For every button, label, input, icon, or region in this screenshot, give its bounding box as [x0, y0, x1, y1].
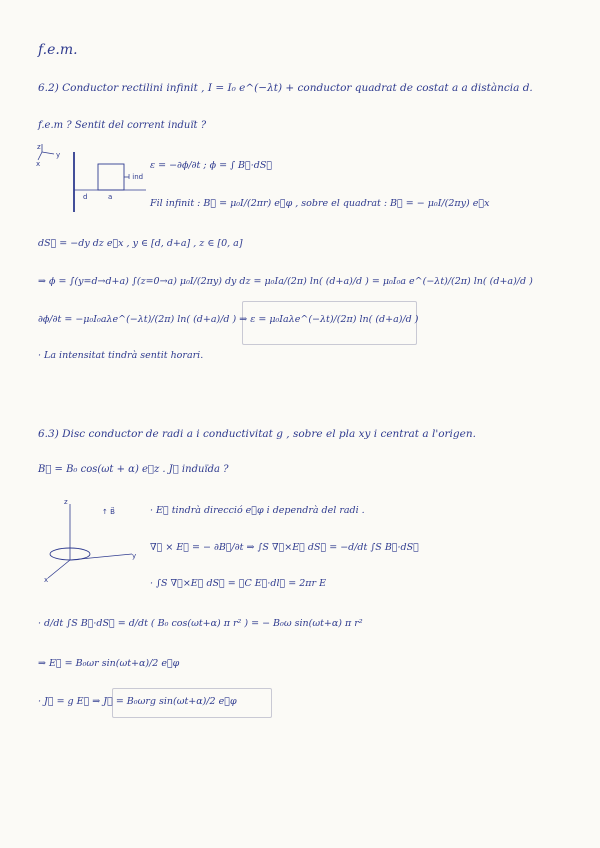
surface-element: dS⃗ = −dy dz e⃗x , y ∈ [d, d+a] , z ∈ [0, a]: [38, 238, 243, 249]
flux-derivative-2: · d/dt ∫S B⃗·dS⃗ = d/dt ( B₀ cos(ωt+α) π r² ) = − B₀ω sin(ωt+α) π r²: [38, 618, 363, 629]
side-a-label: a: [108, 193, 113, 201]
problem-6-3-statement: 6.3) Disc conductor de radi a i conductivitat g , sobre el pla xy i centrat a l'origen.: [38, 428, 476, 440]
axis-z-label: z: [37, 143, 41, 151]
flux-derivative: ∂ϕ/∂t = −μ₀I₀aλe^(−λt)/(2π) ln( (d+a)/d ) ⇒ ε = μ₀Iaλe^(−λt)/(2π) ln( (d+a)/d ): [38, 314, 419, 325]
faraday-curl: ∇⃗ × E⃗ = − ∂B⃗/∂t ⇒ ∫S ∇⃗×E⃗ dS⃗ = −d/dt ∫S B⃗·dS⃗: [150, 542, 419, 553]
loop-diagram: [36, 142, 156, 214]
current-direction: · La intensitat tindrà sentit horari.: [38, 350, 204, 361]
problem-6-3-question: B⃗ = B₀ cos(ωt + α) e⃗z . J⃗ induïda ?: [38, 464, 229, 475]
axis-y-label-2: y: [132, 552, 137, 560]
axis-x-label: x: [36, 160, 41, 168]
problem-6-2-statement: 6.2) Conductor rectilini infinit , I = I₀ e^(−λt) + conductor quadrat de costat a a distància d.: [38, 82, 533, 94]
field-b-label: ↑ B⃗: [102, 508, 115, 516]
axis-z-label-2: z: [64, 498, 68, 506]
page-title: f.e.m.: [38, 42, 78, 58]
e-direction: · E⃗ tindrà direcció e⃗φ i dependrà del radi .: [150, 505, 365, 516]
axis-y-label: y: [56, 151, 61, 159]
induced-current-label: I ind: [128, 173, 144, 181]
distance-d-label: d: [83, 193, 88, 201]
axis-x-label-2: x: [44, 576, 49, 584]
problem-6-2-question: f.e.m ? Sentit del corrent induït ?: [38, 120, 207, 131]
disc-diagram: [40, 498, 150, 586]
electric-field-result: ⇒ E⃗ = B₀ωr sin(ωt+α)/2 e⃗φ: [38, 658, 180, 669]
emf-definition: ε = −∂ϕ/∂t ; ϕ = ∫ B⃗·dS⃗: [150, 160, 273, 171]
flux-integral: ⇒ ϕ = ∫(y=d→d+a) ∫(z=0→a) μ₀I/(2πy) dy dz = μ₀Ia/(2π) ln( (d+a)/d ) = μ₀I₀a e^(−λt)/(2π) ln( (d+a)/d ): [38, 276, 533, 287]
stokes-theorem: · ∫S ∇⃗×E⃗ dS⃗ = ∮C E⃗·dl⃗ = 2πr E: [150, 578, 327, 589]
current-density-result: · J⃗ = g E⃗ ⇒ J⃗ = B₀ωrg sin(ωt+α)/2 e⃗φ: [38, 696, 237, 707]
field-infinite-wire: Fil infinit : B⃗ = μ₀I/(2πr) e⃗φ , sobre el quadrat : B⃗ = − μ₀I/(2πy) e⃗x: [150, 198, 490, 209]
